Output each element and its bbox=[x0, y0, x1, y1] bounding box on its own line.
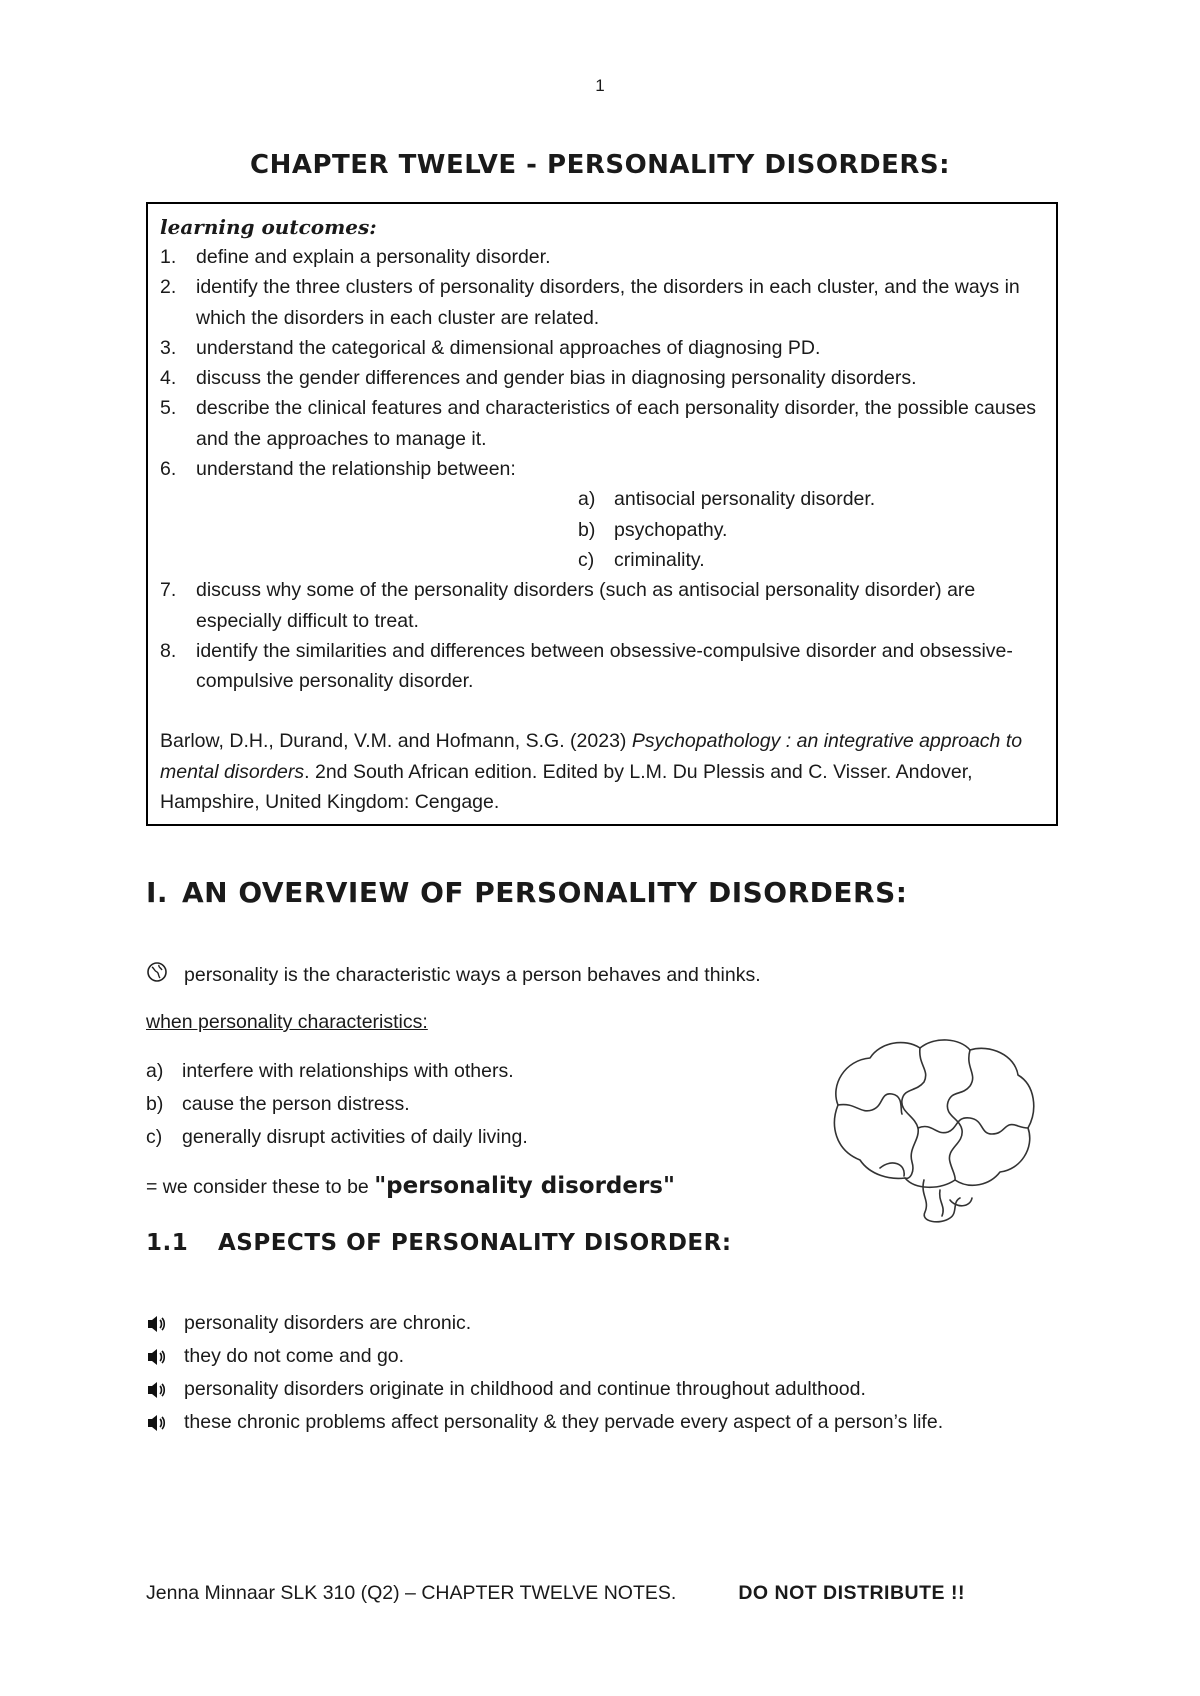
learning-outcomes-box bbox=[146, 202, 1058, 826]
sublist-text: antisocial personality disorder. bbox=[614, 488, 876, 511]
outcome-item bbox=[160, 393, 1044, 454]
characteristic-letter: a) bbox=[146, 1060, 164, 1082]
outcomes-list-continued bbox=[160, 575, 1044, 696]
characteristic-item bbox=[146, 1092, 528, 1125]
outcome-item bbox=[160, 333, 1044, 363]
outcome-number: 8. bbox=[160, 639, 177, 662]
definition-text: personality is the characteristic ways a person behaves and thinks. bbox=[184, 964, 761, 986]
outcome-text: understand the categorical & dimensional approaches of diagnosing PD. bbox=[196, 336, 821, 359]
outcome-number: 3. bbox=[160, 336, 177, 359]
speaker-icon bbox=[146, 1315, 184, 1333]
page-number: 1 bbox=[595, 76, 605, 95]
reference-authors: Barlow, D.H., Durand, V.M. and Hofmann, S.G. (2023) bbox=[160, 730, 632, 753]
section-number: I. bbox=[146, 876, 169, 909]
consider-line bbox=[146, 1174, 675, 1199]
outcome-number: 2. bbox=[160, 276, 177, 299]
outcomes-heading: learning outcomes: bbox=[160, 215, 377, 239]
when-label: when personality characteristics: bbox=[146, 1011, 428, 1033]
relationship-sublist bbox=[160, 484, 1044, 575]
outcome-number: 1. bbox=[160, 246, 177, 268]
aspects-list bbox=[146, 1307, 943, 1439]
subsection-number: 1.1 bbox=[146, 1230, 189, 1256]
outcome-text: discuss why some of the personality disorders (such as antisocial personality disorder) are especially difficult to treat. bbox=[196, 579, 976, 632]
chapter-title: CHAPTER TWELVE - PERSONALITY DISORDERS: bbox=[249, 150, 951, 180]
characteristics-list bbox=[146, 1059, 528, 1158]
aspect-item bbox=[146, 1340, 943, 1373]
sublist-item bbox=[578, 545, 1044, 575]
subsection-title bbox=[146, 1230, 732, 1256]
aspect-text: these chronic problems affect personality & they pervade every aspect of a person’s life. bbox=[184, 1411, 944, 1433]
subsection-title-text: ASPECTS OF PERSONALITY DISORDER: bbox=[218, 1230, 732, 1256]
footer-warning: DO NOT DISTRIBUTE !! bbox=[738, 1582, 965, 1604]
speaker-icon bbox=[146, 1381, 184, 1399]
sublist-letter: a) bbox=[578, 488, 596, 511]
aspect-item bbox=[146, 1406, 943, 1439]
reference-details: . 2nd South African edition. Edited by L.M. Du Plessis and C. Visser. Andover, Hampshire, United Kingdom: Cengage. bbox=[160, 760, 973, 814]
page-footer bbox=[146, 1582, 965, 1605]
outcome-text: identify the similarities and differences between obsessive-compulsive disorder and obsessive-compulsive personality disorder. bbox=[196, 639, 1013, 693]
brain-puzzle-icon bbox=[820, 1030, 1050, 1230]
sublist-text: criminality. bbox=[614, 548, 705, 571]
aspect-text: personality disorders originate in childhood and continue throughout adulthood. bbox=[184, 1378, 866, 1400]
outcomes-list bbox=[160, 242, 1044, 484]
outcome-text: define and explain a personality disorder. bbox=[196, 246, 551, 268]
outcome-item bbox=[160, 575, 1044, 636]
personality-disorders-term: "personality disorders" bbox=[374, 1173, 675, 1199]
aspect-text: they do not come and go. bbox=[184, 1345, 405, 1367]
outcome-number: 4. bbox=[160, 367, 177, 390]
definition-line bbox=[146, 961, 761, 989]
sublist-item bbox=[578, 484, 1044, 514]
outcome-item bbox=[160, 242, 1044, 272]
reference-title: Psychopathology : an integrative approach to mental disorders bbox=[160, 730, 1023, 783]
aspect-text: personality disorders are chronic. bbox=[184, 1312, 472, 1334]
characteristic-letter: c) bbox=[146, 1126, 163, 1148]
outcome-number: 7. bbox=[160, 579, 177, 602]
aspect-item bbox=[146, 1307, 943, 1340]
section-title bbox=[146, 876, 907, 909]
outcome-text: discuss the gender differences and gender bias in diagnosing personality disorders. bbox=[196, 367, 917, 390]
consider-prefix: = we consider these to be bbox=[146, 1176, 375, 1198]
outcome-number: 6. bbox=[160, 458, 177, 481]
outcome-item bbox=[160, 636, 1044, 697]
footer-text: Jenna Minnaar SLK 310 (Q2) – CHAPTER TWELVE NOTES. bbox=[146, 1582, 677, 1604]
outcome-item bbox=[160, 363, 1044, 393]
sublist-letter: b) bbox=[578, 518, 596, 541]
aspect-item bbox=[146, 1373, 943, 1406]
reference-citation bbox=[160, 726, 1044, 817]
outcome-text: describe the clinical features and characteristics of each personality disorder, the possible causes and the approaches to manage it. bbox=[196, 397, 1037, 450]
characteristic-text: cause the person distress. bbox=[182, 1093, 410, 1115]
outcome-text: understand the relationship between: bbox=[196, 458, 516, 481]
sublist-letter: c) bbox=[578, 548, 595, 571]
characteristic-item bbox=[146, 1059, 528, 1092]
outcome-number: 5. bbox=[160, 397, 177, 420]
speaker-icon bbox=[146, 1348, 184, 1366]
characteristic-text: generally disrupt activities of daily living. bbox=[182, 1126, 528, 1148]
section-title-text: AN OVERVIEW OF PERSONALITY DISORDERS: bbox=[182, 876, 908, 909]
outcome-item bbox=[160, 272, 1044, 333]
characteristic-letter: b) bbox=[146, 1093, 164, 1115]
outcome-text: identify the three clusters of personality disorders, the disorders in each cluster, and the ways in which the disorders in each cluster are related. bbox=[196, 276, 1020, 329]
globe-icon bbox=[146, 961, 184, 989]
speaker-icon bbox=[146, 1414, 184, 1432]
characteristic-text: interfere with relationships with others. bbox=[182, 1060, 514, 1082]
sublist-text: psychopathy. bbox=[614, 518, 728, 541]
sublist-item bbox=[578, 515, 1044, 545]
characteristic-item bbox=[146, 1125, 528, 1158]
outcome-item bbox=[160, 454, 1044, 484]
